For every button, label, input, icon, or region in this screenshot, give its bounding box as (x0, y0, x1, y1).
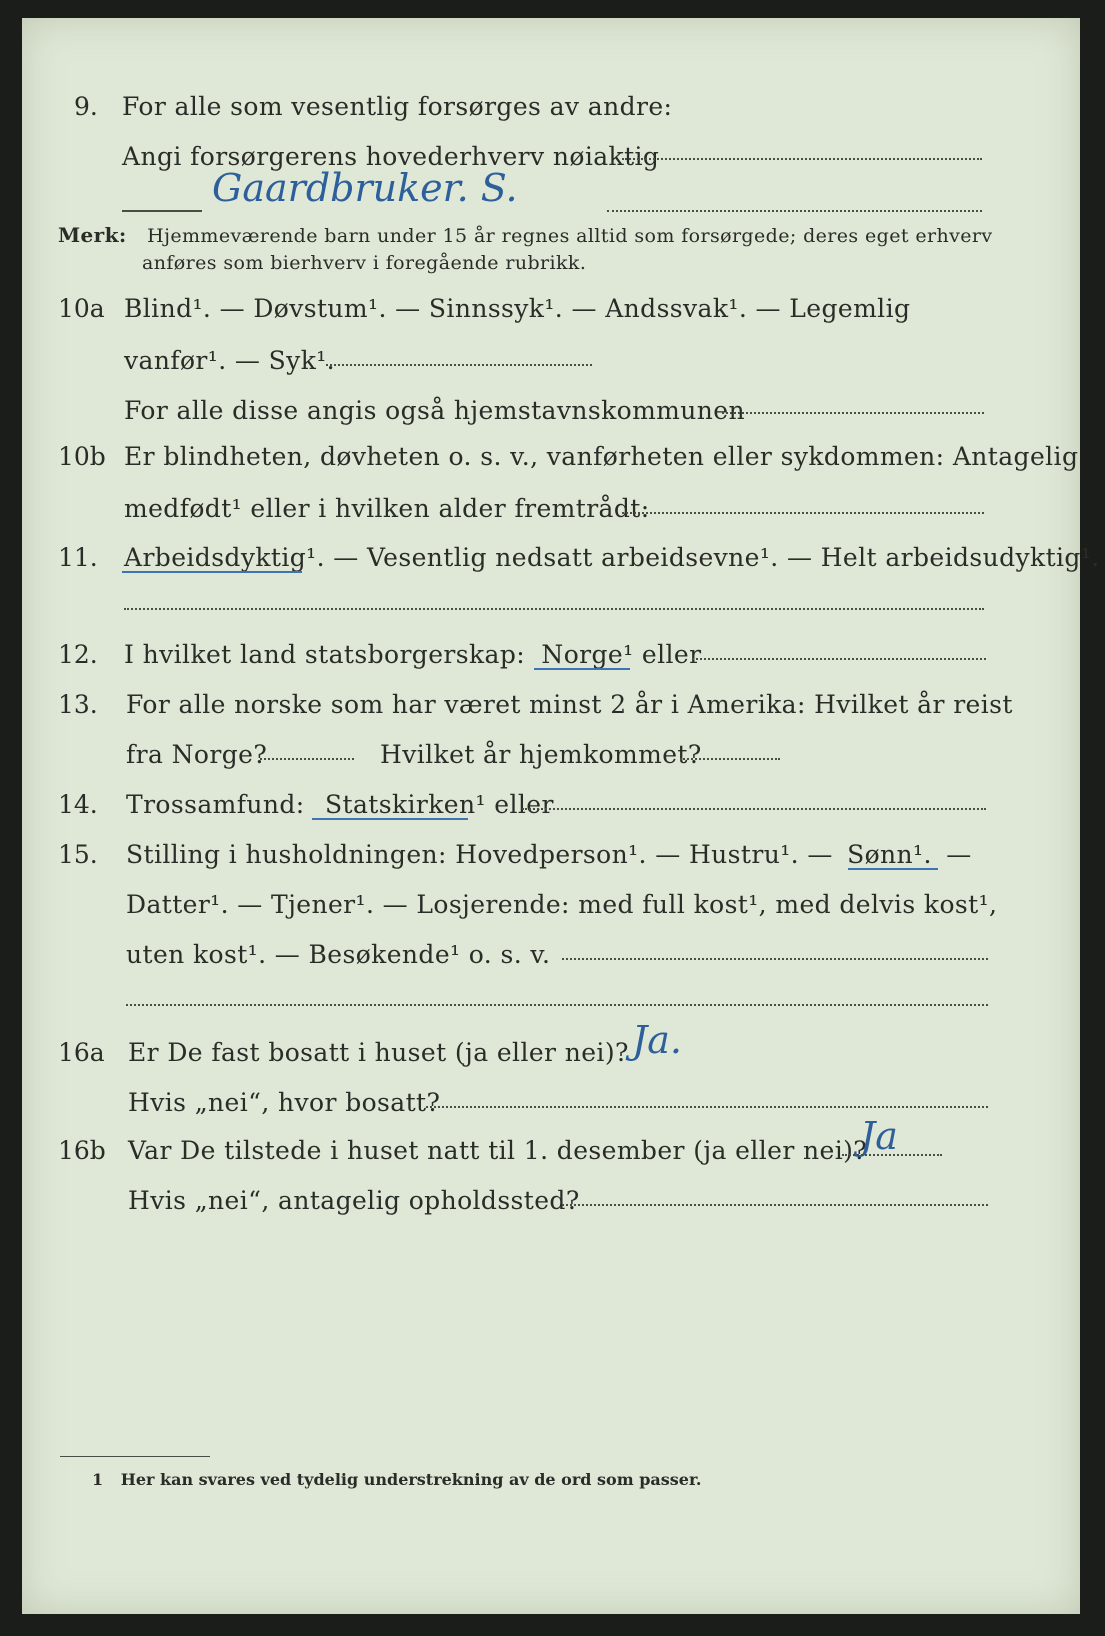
q11-answer-line (124, 608, 984, 610)
q15-line3: uten kost¹. — Besøkende¹ o. s. v. (126, 940, 551, 969)
q10a-line1: Blind¹. — Døvstum¹. — Sinnssyk¹. — Andssvak¹. — Legemlig (124, 294, 911, 323)
q13-reist-line (260, 758, 354, 760)
merk-row-1 (58, 223, 992, 247)
merk-line2: anføres som bierhverv i foregående rubrikk. (142, 252, 587, 274)
q16b-opholdssted-line (562, 1204, 988, 1206)
q15-line1a: Stilling i husholdningen: Hovedperson¹. — Hustru¹. — (126, 840, 833, 869)
q12-number: 12. (58, 640, 98, 669)
q16a-line2: Hvis „nei“, hvor bosatt? (128, 1088, 441, 1117)
q12-option-norge: Norge¹ (541, 640, 634, 669)
q13-line2b: Hvilket år hjemkommet? (380, 740, 702, 769)
q14-answer-line (522, 808, 986, 810)
q16b-line2: Hvis „nei“, antagelig opholdssted? (128, 1186, 580, 1215)
q12-answer-line (692, 658, 986, 660)
q15-handwritten-underline (848, 868, 938, 870)
q13-line2a: fra Norge? (126, 740, 268, 769)
footnote-rule (60, 1456, 210, 1457)
merk-line1: Hjemmeværende barn under 15 år regnes alltid som forsørgede; deres eget erhverv (147, 225, 993, 247)
q14-suffix: eller (494, 790, 554, 819)
q16a-answer-line (426, 1106, 988, 1108)
q14-row (126, 790, 554, 819)
q16b-line1: Var De tilstede i huset natt til 1. desember (ja eller nei)? (128, 1136, 868, 1165)
q10b-line1: Er blindheten, døvheten o. s. v., vanførheten eller sykdommen: Antagelig (124, 442, 1079, 471)
q9-answer-rule-left (122, 210, 202, 212)
q9-line2: Angi forsørgerens hovederhverv nøiaktig (122, 142, 660, 171)
q15-line1b: — (946, 840, 972, 869)
q10b-answer-line (622, 512, 984, 514)
q10b-line2: medfødt¹ eller i hvilken alder fremtrådt: (124, 494, 650, 523)
q13-number: 13. (58, 690, 98, 719)
q14-number: 14. (58, 790, 98, 819)
q16b-number: 16b (58, 1136, 106, 1165)
q15-extra-line (126, 1004, 988, 1006)
q15-answer-line (562, 958, 988, 960)
merk-label: Merk: (58, 223, 127, 247)
q10a-line2: vanfør¹. — Syk¹. (124, 346, 336, 375)
q14-prefix: Trossamfund: (126, 790, 305, 819)
q10a-number: 10a (58, 294, 105, 323)
q10b-number: 10b (58, 442, 106, 471)
q12-suffix: eller (641, 640, 702, 669)
q15-number: 15. (58, 840, 98, 869)
q11-row (124, 543, 1100, 572)
q11-handwritten-underline (122, 571, 302, 573)
q10a-syk-line (326, 364, 592, 366)
q15-option-sonn: Sønn¹. (847, 840, 932, 869)
q9-answer-line (622, 158, 982, 160)
q16a-number: 16a (58, 1038, 105, 1067)
q16b-answer-line (842, 1154, 942, 1156)
q15-row1 (126, 840, 972, 869)
q10a-line3: For alle disse angis også hjemstavnskommunen (124, 396, 745, 425)
q14-handwritten-underline (312, 818, 468, 820)
q10a-kommune-line (722, 412, 984, 414)
q11-rest: — Vesentlig nedsatt arbeidsevne¹. — Helt arbeidsudyktig¹. (333, 543, 1100, 572)
q13-hjemkommet-line (680, 758, 780, 760)
q16a-line1: Er De fast bosatt i huset (ja eller nei)? (128, 1038, 629, 1067)
q12-prefix: I hvilket land statsborgerskap: (124, 640, 526, 669)
q16b-handwritten-answer: Ja (860, 1114, 898, 1158)
q11-option-arbeidsdyktig: Arbeidsdyktig¹. (124, 543, 325, 572)
q9-handwritten-answer: Gaardbruker. S. (212, 166, 518, 210)
q12-row (124, 640, 701, 669)
q14-option-statskirken: Statskirken¹ (325, 790, 486, 819)
footnote (92, 1470, 701, 1489)
q9-answer-rule-right (607, 210, 982, 212)
q15-line2: Datter¹. — Tjener¹. — Losjerende: med full kost¹, med delvis kost¹, (126, 890, 998, 919)
q13-line1: For alle norske som har været minst 2 år i Amerika: Hvilket år reist (126, 690, 1013, 719)
footnote-text: Her kan svares ved tydelig understrekning av de ord som passer. (120, 1470, 702, 1489)
q11-number: 11. (58, 543, 98, 572)
census-form-page (22, 18, 1100, 1614)
q9-line1: For alle som vesentlig forsørges av andre: (122, 92, 673, 121)
q16a-handwritten-answer: Ja. (632, 1018, 682, 1062)
footnote-mark: 1 (92, 1470, 104, 1489)
q12-handwritten-underline (534, 668, 630, 670)
q9-number: 9. (74, 92, 98, 121)
